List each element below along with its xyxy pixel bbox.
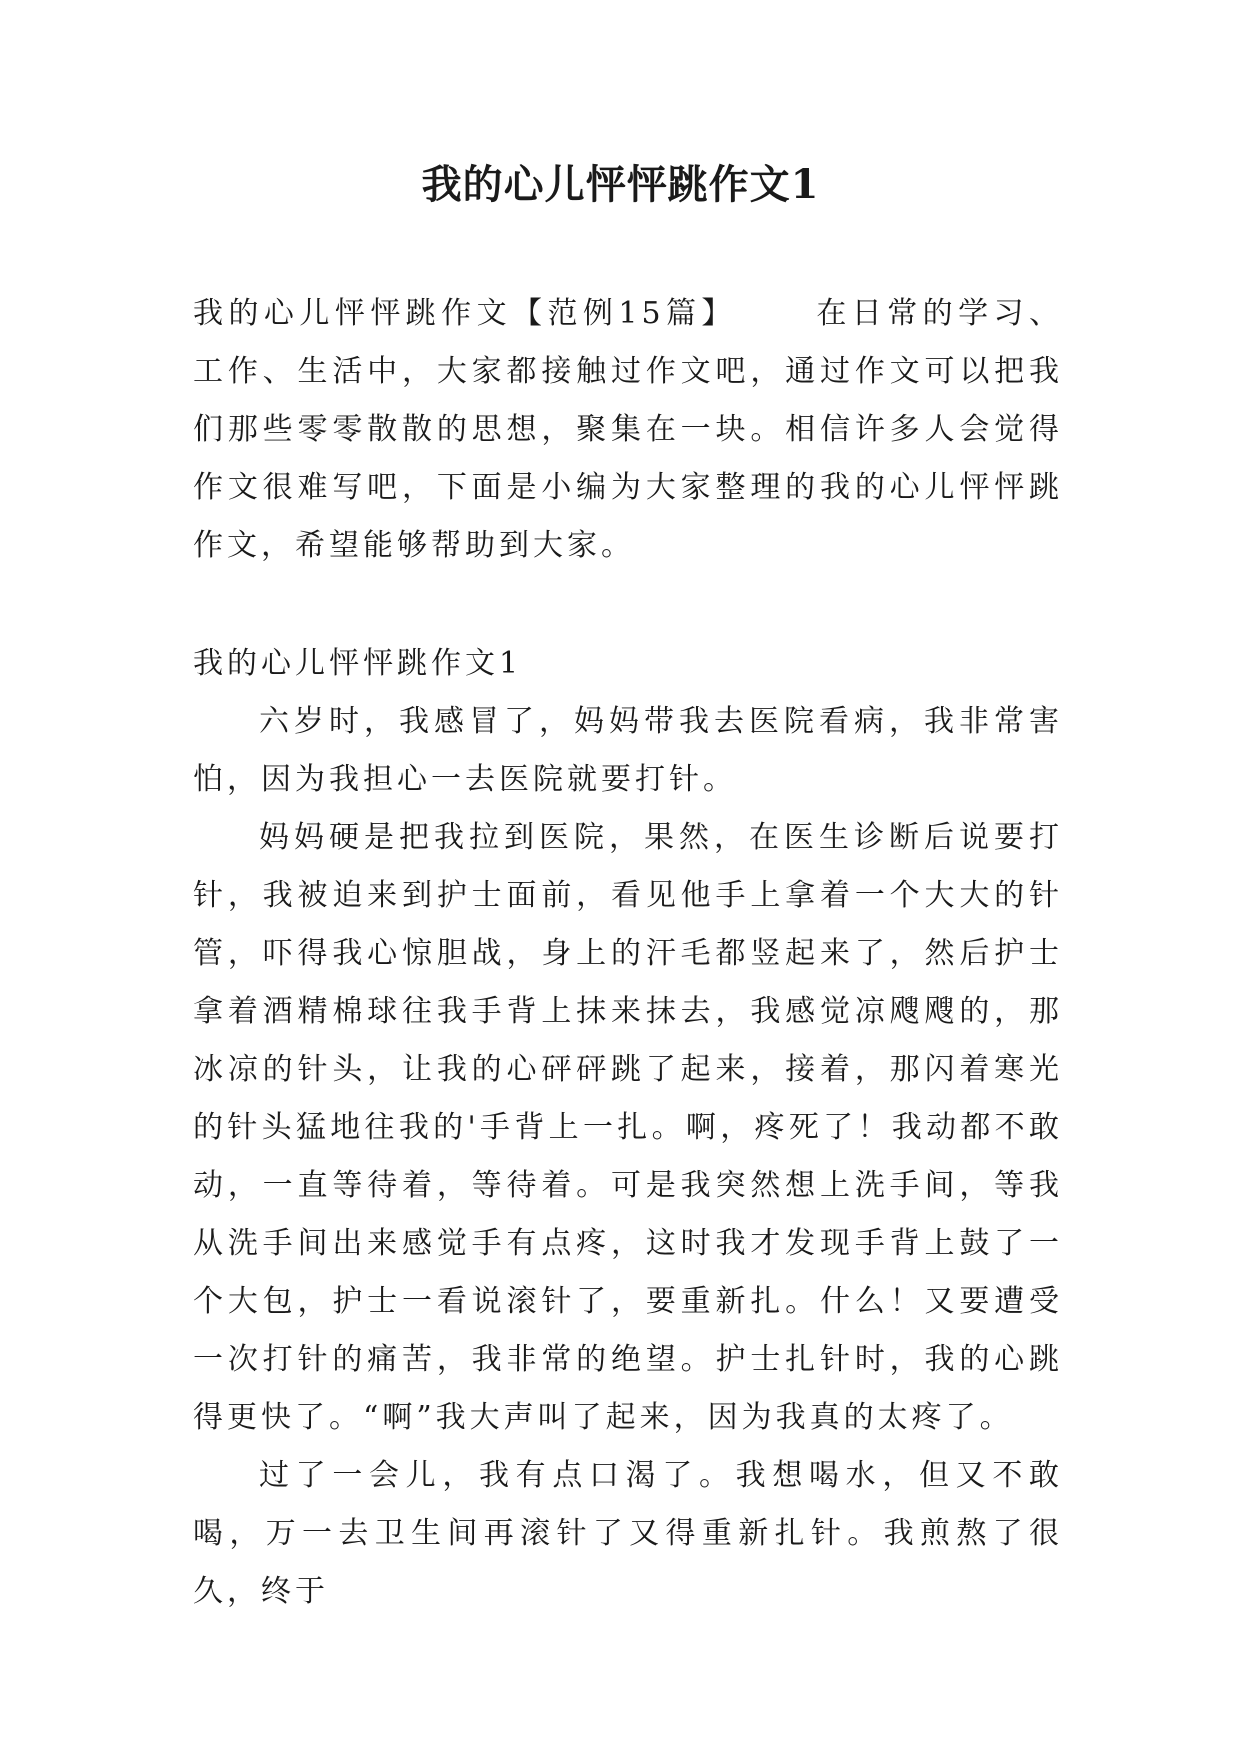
body-paragraph: 六岁时，我感冒了，妈妈带我去医院看病，我非常害怕，因为我担心一去医院就要打针。 — [193, 704, 1063, 797]
document-title: 我的心儿怦怦跳作文1 — [421, 161, 820, 208]
intro-paragraph — [193, 285, 1063, 575]
body-paragraph: 过了一会儿，我有点口渴了。我想喝水，但又不敢喝，万一去卫生间再滚针了又得重新扎针。我煎熬了很久，终于 — [193, 1458, 1063, 1609]
intro-text: 在日常的学习、工作、生活中，大家都接触过作文吧，通过作文可以把我们那些零零散散的思想，聚集在一块。相信许多人会觉得作文很难写吧，下面是小编为大家整理的我的心儿怦怦跳作文，希望能够帮助到大家。 — [193, 296, 1063, 563]
body-paragraph: 妈妈硬是把我拉到医院，果然，在医生诊断后说要打针，我被迫来到护士面前，看见他手上拿着一个大大的针管，吓得我心惊胆战，身上的汗毛都竖起来了，然后护士拿着酒精棉球往我手背上抹来抹去，我感觉凉飕飕的，那冰凉的针头，让我的心砰砰跳了起来，接着，那闪着寒光的针头猛地往我的'手背上一扎。啊，疼死了！我动都不敢动，一直等待着，等待着。可是我突然想上洗手间，等我从洗手间出来感觉手有点疼，这时我才发现手背上鼓了一个大包，护士一看说滚针了，要重新扎。什么！又要遭受一次打针的痛苦，我非常的绝望。护士扎针时，我的心跳得更快了。“啊”我大声叫了起来，因为我真的太疼了。 — [193, 820, 1063, 1435]
section-title: 我的心儿怦怦跳作文1 — [193, 646, 523, 681]
document-body — [193, 285, 1063, 1621]
intro-lead: 我的心儿怦怦跳作文【范例15篇】 — [193, 296, 737, 331]
